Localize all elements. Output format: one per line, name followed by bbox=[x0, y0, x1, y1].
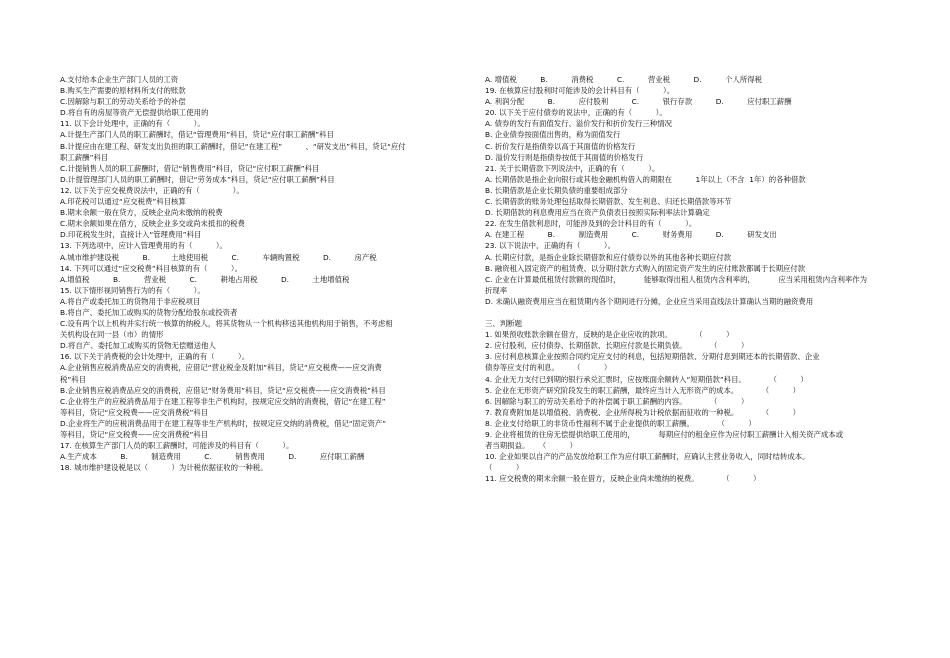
text-line: 等科目，贷记“应交税费——应交消费税”科目 bbox=[60, 430, 209, 439]
text-line: B. 企业债券按面值出售的，称为面值发行 bbox=[485, 130, 621, 140]
text-line: 11. 应交税费的期末余额一般在借方，反映企业尚未缴纳的税费。 （ ） bbox=[485, 474, 761, 484]
text-line: C.设有两个以上机构并实行统一核算的纳税人，将其货物从一个机构移送其他机构用于销售，不考虑相 bbox=[60, 319, 393, 329]
text-line: 7. 教育费附加是以增值税、消费税、企业所得税为计税依据而征收的一种税。 （ ） bbox=[485, 407, 801, 417]
text-line: 15. 以下情形视同销售行为的有（ ）。 bbox=[60, 285, 205, 295]
text-line: D. 长期借款的利息费用应当在资产负债表日按照实际利率法计算确定 bbox=[485, 208, 710, 218]
text-line: 20. 以下关于应付债券的说法中，正确的有（ ）。 bbox=[485, 108, 667, 118]
text-line: A.印花税可以通过“应交税费”科目核算 bbox=[60, 197, 186, 207]
text-line: 14. 下列可以通过“应交税费”科目核算的有（ ）。 bbox=[60, 263, 242, 273]
text-line: A.城市维护建设税 B. 土地使用税 C. 车辆购置税 D. 房产税 bbox=[60, 252, 377, 262]
text-line: A.计提生产部门人员的职工薪酬时，借记“管理费用”科目，贷记“应付职工薪酬”科目 bbox=[60, 130, 334, 140]
text-line: 2. 应付股利、应付债券、长期借款、长期应付款是长期负债。 （ ） bbox=[485, 341, 749, 351]
text-line: 1. 如果预收账款余额在借方，反映的是企业应收的款项。 （ ） bbox=[485, 330, 734, 340]
text-line: C.因解除与职工的劳动关系给予的补偿 bbox=[60, 97, 186, 107]
text-line: D.印花税发生时，直接计入“管理费用”科目 bbox=[60, 230, 202, 240]
text-line: B.计提应由在建工程、研发支出负担的职工薪酬时，借记“在建工程” 、“研发支出”科目，贷记“应付 bbox=[60, 141, 406, 151]
text-line: B.将自产、委托加工或购买的货物分配给股东或投资者 bbox=[60, 307, 238, 317]
text-line: 10. 企业如果以自产的产品发放给职工作为应付职工薪酬时，应确认主营业务收入，同时结转成本。 bbox=[485, 452, 810, 462]
text-line: A. 长期借款是指企业向银行或其他金融机构借入的期限在 1年以上（不含 1年）的各种借款 bbox=[485, 174, 806, 184]
text-line: 3. 应付利息核算企业按照合同约定应支付的利息，包括短期借款、分期付息到期还本的长期借款、企业 bbox=[485, 352, 820, 362]
text-line: C.期末余额如果在借方，反映企业多交或尚未抵扣的税费 bbox=[60, 219, 245, 229]
text-line: 22. 在发生借款利息时，可能涉及到的会计科目的有（ ）。 bbox=[485, 219, 697, 229]
left-column bbox=[60, 74, 460, 473]
text-line: 16. 以下关于消费税的会计处理中，正确的有（ ）。 bbox=[60, 352, 250, 362]
text-line: 职工薪酬”科目 bbox=[60, 152, 109, 162]
text-line: 4. 企业无力支付已到期的银行承兑汇票时，应按账面余额转入“短期借款”科目。 （ ） bbox=[485, 374, 808, 384]
text-line: B. 长期借款是企业长期负债的重要组成部分 bbox=[485, 185, 628, 195]
text-line: A. 增值税 B. 消费税 C. 营业税 D. 个人所得税 bbox=[485, 75, 763, 84]
text-line: B. 融资租入固定资产的租赁费、以分期付款方式购入的固定资产发生的应付账款都属于长期应付款 bbox=[485, 263, 806, 273]
text-line: （ ） bbox=[485, 463, 524, 473]
text-line: 23. 以下说法中，正确的有（ ）。 bbox=[485, 241, 615, 251]
text-line: A.企业销售应税消费品应交的消费税，应借记“营业税金及附加”科目，贷记“应交税费——应交消费 bbox=[60, 363, 382, 373]
text-line bbox=[485, 307, 890, 318]
text-line: B.期末余额一般在贷方，反映企业尚未缴纳的税费 bbox=[60, 208, 223, 218]
text-line: 税”科目 bbox=[60, 374, 87, 384]
text-line: D.计提管理部门人员的职工薪酬时，借记“劳务成本”科目，贷记“应付职工薪酬”科目 bbox=[60, 174, 335, 184]
text-line: C.计提销售人员的职工薪酬时，借记“销售费用”科目，贷记“应付职工薪酬”科目 bbox=[60, 163, 320, 173]
right-column bbox=[485, 74, 890, 484]
text-line: D. 溢价发行则是指债券按低于其面值的价格发行 bbox=[485, 152, 644, 162]
text-line: C. 企业在计算最低租赁付款额的现值时， 能够取得出租人租赁内含利率的， 应当采用租赁内含利率作为 bbox=[485, 274, 868, 284]
text-line: D.将自产、委托加工或购买的货物无偿赠送他人 bbox=[60, 341, 216, 351]
text-line: 5. 企业在无形资产研究阶段发生的职工薪酬，最终应当计入无形资产的成本。 （ ） bbox=[485, 385, 801, 395]
text-line: D. 未确认融资费用应当在租赁期内各个期间进行分摊，企业应当采用直线法计算确认当期的融资费用 bbox=[485, 296, 814, 306]
text-line: 等科目，贷记“应交税费——应交消费税”科目 bbox=[60, 407, 209, 417]
text-line: 17. 在核算生产部门人员的职工薪酬时，可能涉及的科目有（ ）。 bbox=[60, 441, 294, 451]
text-line: 9. 企业将租赁的住房无偿提供给职工使用的， 每期应付的租金应作为应付职工薪酬计入相关资产成本或 bbox=[485, 430, 844, 439]
text-line: A. 利润分配 B. 应付股利 C. 银行存款 D. 应付职工薪酬 bbox=[485, 97, 792, 107]
text-line: A. 在建工程 B. 制造费用 C. 财务费用 D. 研发支出 bbox=[485, 230, 777, 240]
text-line: 6. 因解除与职工的劳动关系给予的补偿属于职工薪酬的内容。 （ ） bbox=[485, 396, 749, 406]
text-line: 折现率 bbox=[485, 285, 508, 295]
text-line: 11. 以下会计处理中，正确的有（ ）。 bbox=[60, 119, 205, 129]
text-line: 关机构设在同一县（市）的情形 bbox=[60, 330, 164, 340]
text-line: 13. 下列选项中，应计入管理费用的有（ ）。 bbox=[60, 241, 227, 251]
text-line: C.企业将生产的应税消费品用于在建工程等非生产机构时，按规定应交纳的消费税，借记“在建工程” bbox=[60, 396, 386, 406]
text-line: A. 长期应付款，是指企业除长期借款和应付债券以外的其他各种长期应付款 bbox=[485, 252, 732, 262]
text-line: 8. 企业支付给职工的非货币性福利不属于企业提供的职工薪酬。 （ ） bbox=[485, 418, 756, 428]
text-line: A.将自产或委托加工的货物用于非应税项目 bbox=[60, 296, 201, 306]
text-line: 12. 以下关于应交税费说法中，正确的有（ ）。 bbox=[60, 185, 244, 195]
text-line: 者当期损益。 （ ） bbox=[485, 441, 578, 451]
text-line: B.企业销售应税消费品应交的消费税，应借记“财务费用”科目，贷记“应交税费——应交消费税”科目 bbox=[60, 385, 386, 395]
text-line: C. 长期借款的账务处理包括取得长期借款、发生利息、归还长期借款等环节 bbox=[485, 197, 732, 207]
text-line: 18. 城市维护建设税是以（ ）为计税依据征收的一种税。 bbox=[60, 463, 268, 473]
text-line: A.支付给本企业生产部门人员的工资 bbox=[60, 75, 179, 84]
text-line: A. 债券的发行有面值发行、溢价发行和折价发行三种情况 bbox=[485, 119, 673, 129]
text-line: D.企业将生产的应税消费品用于在建工程等非生产机构时，按规定应交纳的消费税，借记“固定资产” bbox=[60, 418, 387, 428]
text-line: 19. 在核算应付股利时可能涉及的会计科目有（ ）。 bbox=[485, 86, 675, 96]
text-line: B.购买生产需要的原材料所支付的账款 bbox=[60, 86, 186, 96]
text-line: 三、判断题 bbox=[485, 319, 522, 329]
text-line: A.增值税 B. 营业税 C. 耕地占用税 D. 土地增值税 bbox=[60, 274, 350, 284]
text-line: C. 折价发行是指债券以高于其面值的价格发行 bbox=[485, 141, 636, 151]
text-line: 债券等应支付的利息。 （ ） bbox=[485, 363, 612, 373]
text-line: A.生产成本 B. 制造费用 C. 销售费用 D. 应付职工薪酬 bbox=[60, 452, 365, 462]
text-line: D.将自有的房屋等资产无偿提供给职工使用的 bbox=[60, 108, 209, 118]
text-line: 21. 关于长期借款下列说法中，正确的有（ ）。 bbox=[485, 163, 660, 173]
